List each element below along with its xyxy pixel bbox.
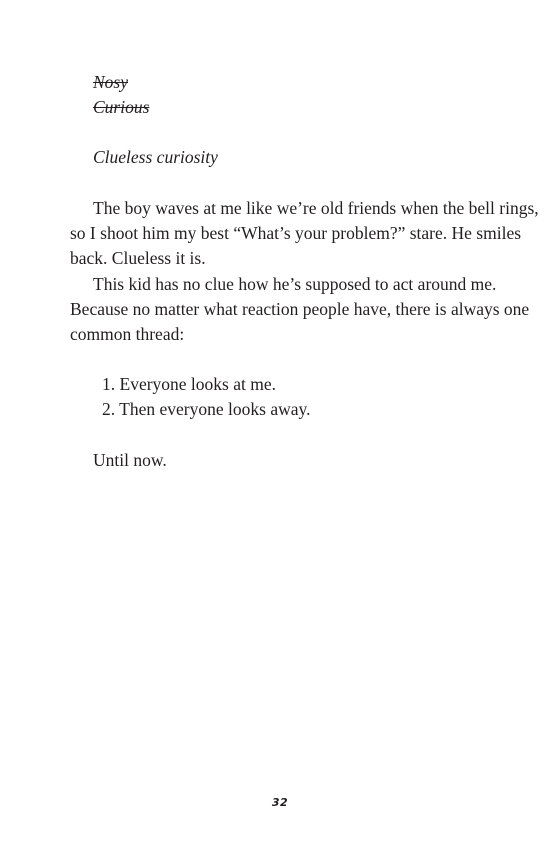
paragraph-1-line-3: back. Clueless it is. — [70, 248, 206, 268]
list-item: 2. Then everyone looks away. — [102, 399, 311, 419]
page-number: 32 — [271, 796, 289, 809]
paragraph-1-line-1: The boy waves at me like we’re old friends when the bell rings, — [93, 198, 539, 218]
list-item: 1. Everyone looks at me. — [102, 374, 276, 394]
paragraph-2-line-3: common thread: — [70, 324, 185, 344]
struck-word-curious: Curious — [93, 97, 150, 117]
closing-line: Until now. — [93, 450, 167, 470]
struck-word-nosy: Nosy — [93, 72, 128, 92]
italic-phrase: Clueless curiosity — [93, 147, 218, 167]
paragraph-2-line-2: Because no matter what reaction people have, there is always one — [70, 299, 530, 319]
paragraph-2-line-1: This kid has no clue how he’s supposed to act around me. — [93, 274, 497, 294]
paragraph-1-line-2: so I shoot him my best “What’s your problem?” stare. He smiles — [70, 223, 522, 243]
